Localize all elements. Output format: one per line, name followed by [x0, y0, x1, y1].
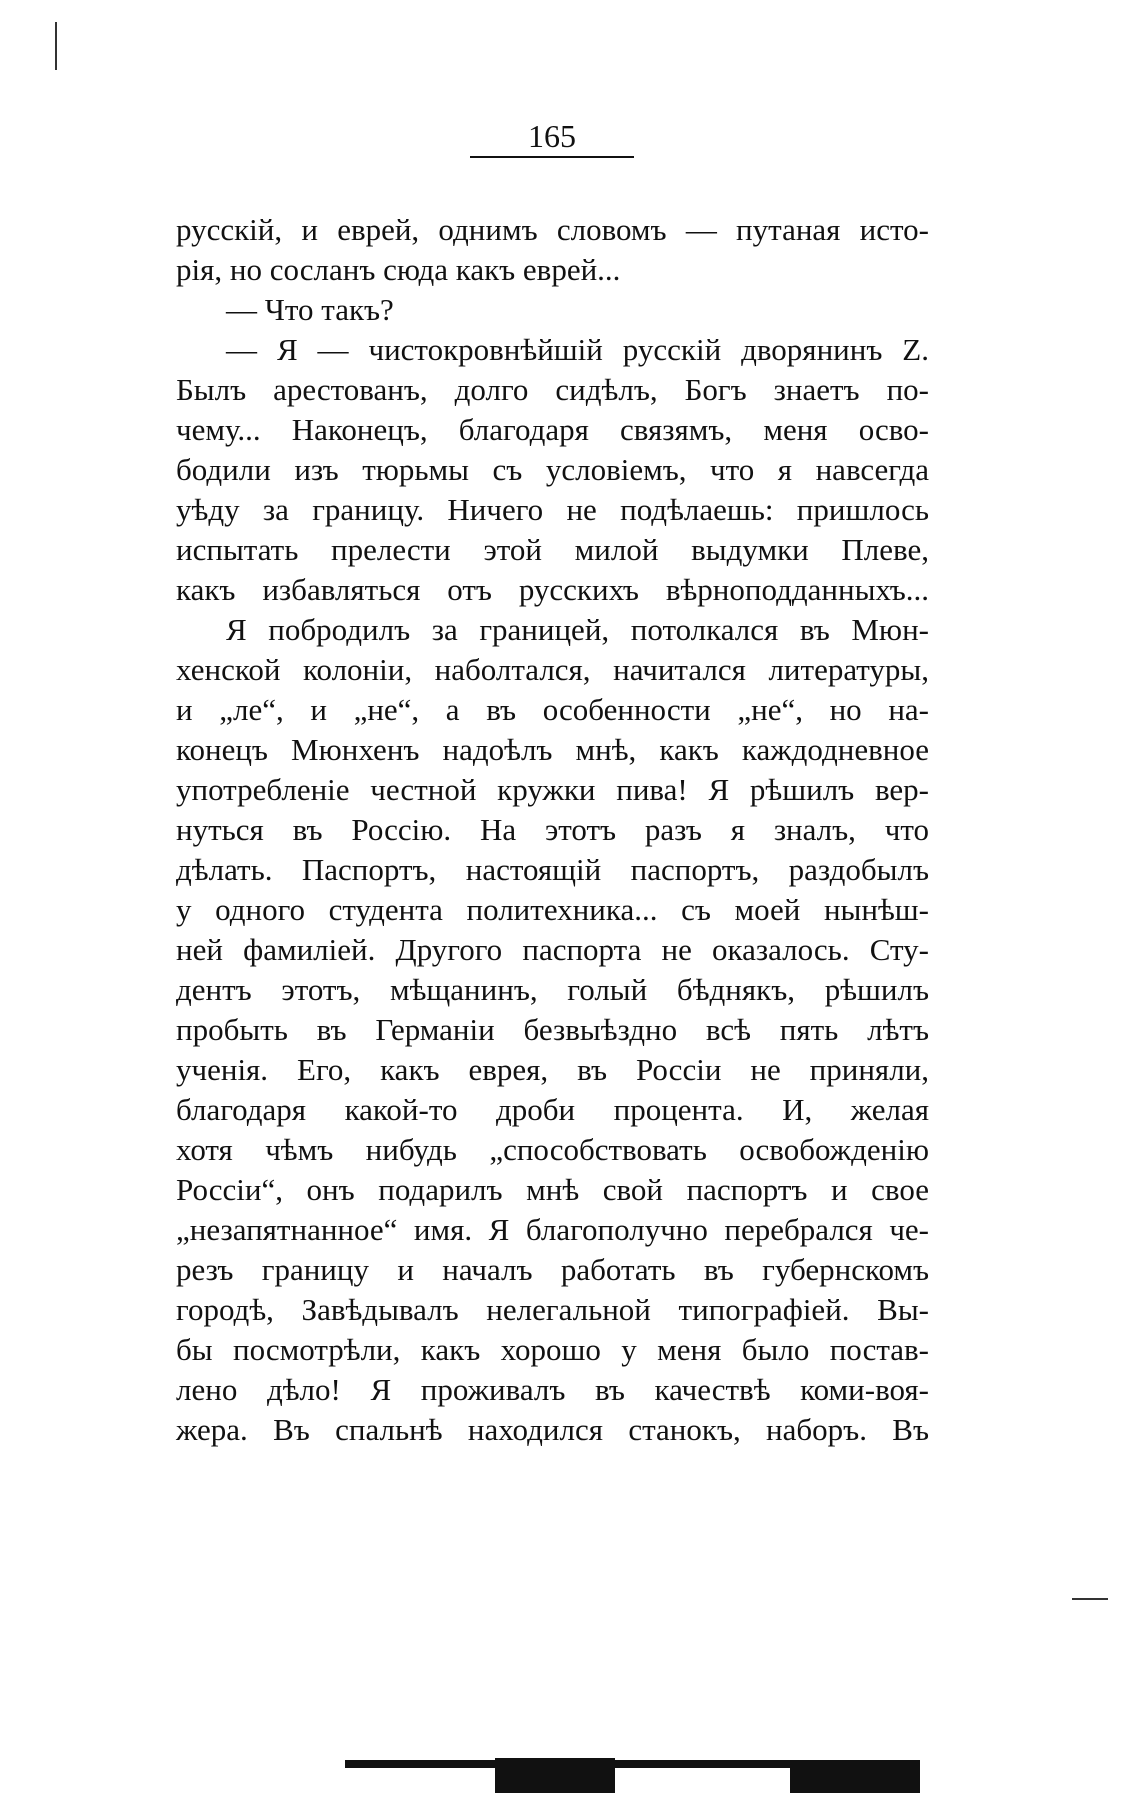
text-line: Россіи“, онъ подарилъ мнѣ свой паспортъ и свое	[176, 1172, 929, 1207]
text-line: бы посмотрѣли, какъ хорошо у меня было постав-	[176, 1332, 929, 1367]
text-line: уѣду за границу. Ничего не подѣлаешь: пришлось	[176, 492, 929, 527]
text-line: резъ границу и началъ работать въ губернскомъ	[176, 1252, 929, 1287]
text-line: дѣлать. Паспортъ, настоящій паспортъ, раздобылъ	[176, 852, 929, 887]
text-line: нуться въ Россію. На этотъ разъ я зналъ, что	[176, 812, 929, 847]
page-number: 165	[528, 118, 576, 154]
text-line: Былъ арестованъ, долго сидѣлъ, Богъ знаетъ по-	[176, 372, 929, 407]
text-line: „незапятнанное“ имя. Я благополучно перебрался че-	[176, 1212, 929, 1247]
text-line: ней фамиліей. Другого паспорта не оказалось. Сту-	[176, 932, 929, 967]
body-text	[176, 210, 929, 1450]
text-line: дентъ этотъ, мѣщанинъ, голый бѣднякъ, рѣшилъ	[176, 972, 929, 1007]
scan-edge-block	[790, 1766, 920, 1793]
text-line: русскій, и еврей, однимъ словомъ — путаная исто-	[176, 212, 929, 247]
text-line: испытать прелести этой милой выдумки Плеве,	[176, 532, 929, 567]
text-line: чему... Наконецъ, благодаря связямъ, меня осво-	[176, 412, 929, 447]
text-line: — Что такъ?	[226, 292, 394, 327]
text-line: ученія. Его, какъ еврея, въ Россіи не приняли,	[176, 1052, 929, 1087]
scan-artifact-mark	[1072, 1598, 1108, 1600]
scan-edge-block	[495, 1758, 615, 1793]
text-line: употребленіе честной кружки пива! Я рѣшилъ вер-	[176, 772, 929, 807]
text-line: рія, но сосланъ сюда какъ еврей...	[176, 252, 621, 287]
text-line: конецъ Мюнхенъ надоѣлъ мнѣ, какъ каждодневное	[176, 732, 929, 767]
text-line: жера. Въ спальнѣ находился станокъ, наборъ. Въ	[176, 1412, 929, 1447]
text-line: пробыть въ Германіи безвыѣздно всѣ пять лѣтъ	[176, 1012, 929, 1047]
text-line: лено дѣло! Я проживалъ въ качествѣ коми-воя-	[176, 1372, 929, 1407]
text-line: хотя чѣмъ нибудь „способствовать освобожденію	[176, 1132, 929, 1167]
text-line: хенской колоніи, наболтался, начитался литературы,	[176, 652, 929, 687]
text-line: какъ избавляться отъ русскихъ вѣрноподданныхъ...	[176, 572, 929, 607]
page-number-rule	[470, 156, 634, 158]
text-line: бодили изъ тюрьмы съ условіемъ, что я навсегда	[176, 452, 929, 487]
text-line: благодаря какой-то дроби процента. И, желая	[176, 1092, 929, 1127]
text-line: — Я — чистокровнѣйшій русскій дворянинъ Z.	[226, 332, 929, 367]
text-line: городѣ, Завѣдывалъ нелегальной типографіей. Вы-	[176, 1292, 929, 1327]
text-line: Я побродилъ за границей, потолкался въ Мюн-	[226, 612, 929, 647]
scan-artifact-mark	[55, 22, 57, 70]
text-line: у одного студента политехника... съ моей нынѣш-	[176, 892, 929, 927]
text-line: и „ле“, и „не“, а въ особенности „не“, но на-	[176, 692, 929, 727]
